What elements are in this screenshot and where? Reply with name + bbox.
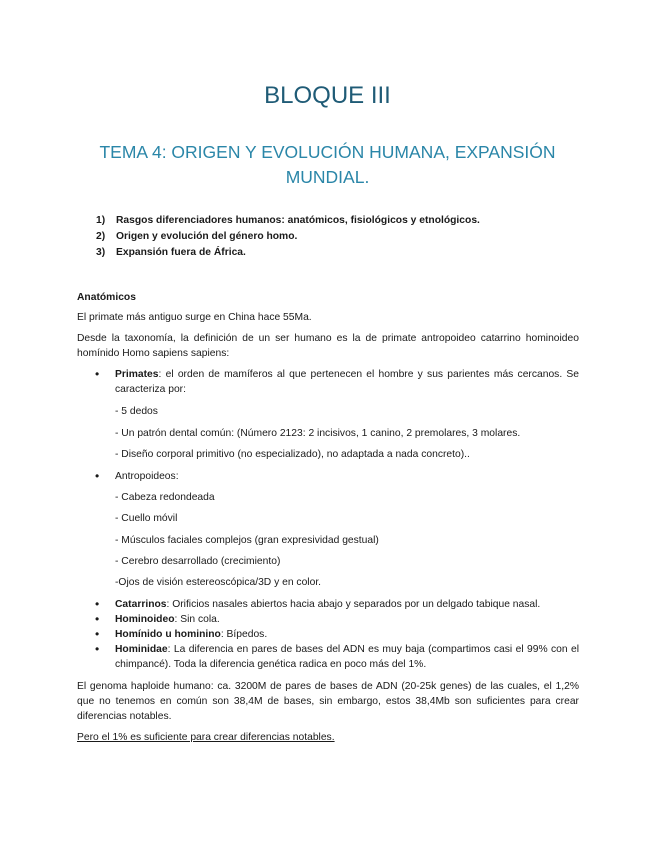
- index-number: 3): [96, 247, 106, 258]
- hominidae-term: Hominidae: [115, 644, 168, 655]
- hominoideo-item: [115, 612, 579, 627]
- primates-desc: : el orden de mamíferos al que pertenecen el hombre y sus parientes más cercanos. Se caracteriza por:: [115, 369, 579, 395]
- paragraph-taxonomy: Desde la taxonomía, la definición de un ser humano es la de primate antropoideo catarrino hominoideo homínido Homo sapiens sapiens:: [77, 333, 579, 359]
- antropoideos-trait: - Músculos faciales complejos (gran expresividad gestual): [115, 535, 379, 546]
- antropoideos-trait: - Cerebro desarrollado (crecimiento): [115, 556, 281, 567]
- antropoideos-trait: -Ojos de visión estereoscópica/3D y en color.: [115, 577, 322, 588]
- bullet-icon: •: [95, 642, 100, 656]
- index-text: Expansión fuera de África.: [116, 247, 246, 258]
- hominoideo-term: Hominoideo: [115, 614, 175, 625]
- paragraph-genome: El genoma haploide humano: ca. 3200M de pares de bases de ADN (20-25k genes) de las cuales, el 1,2% que no tenemos en común son 38,4M de bases, sin embargo, estos 38,4Mb son suficientes para crear diferencias notables.: [77, 681, 579, 722]
- bullet-icon: •: [95, 367, 100, 381]
- index-item: [96, 229, 480, 245]
- antropoideos-trait: - Cabeza redondeada: [115, 492, 215, 503]
- antropoideos-term: Antropoideos: [115, 471, 176, 482]
- antropoideos-item: [115, 469, 579, 484]
- hominido-item: [115, 627, 579, 642]
- primates-trait: - Diseño corporal primitivo (no especializado), no adaptada a nada concreto)..: [115, 449, 470, 460]
- catarrinos-item: [115, 597, 579, 612]
- hominoideo-desc: : Sin cola.: [174, 614, 220, 625]
- section-heading: Anatómicos: [77, 292, 136, 303]
- topic-index-list: [96, 213, 480, 261]
- hominido-desc: : Bípedos.: [220, 629, 268, 640]
- index-number: 1): [96, 215, 106, 226]
- bullet-icon: •: [95, 612, 100, 626]
- paragraph-conclusion: Pero el 1% es suficiente para crear diferencias notables.: [77, 732, 335, 743]
- primates-item: [115, 367, 579, 397]
- catarrinos-term: Catarrinos: [115, 599, 167, 610]
- hominido-term: Homínido u hominino: [115, 629, 221, 640]
- bullet-icon: •: [95, 627, 100, 641]
- catarrinos-desc: : Orificios nasales abiertos hacia abajo y separados por un delgado tabique nasal.: [166, 599, 541, 610]
- index-item: [96, 213, 480, 229]
- antropoideos-trait: - Cuello móvil: [115, 513, 178, 524]
- index-text: Rasgos diferenciadores humanos: anatómicos, fisiológicos y etnológicos.: [116, 215, 480, 226]
- index-item: [96, 245, 480, 261]
- index-number: 2): [96, 231, 106, 242]
- primates-trait: - 5 dedos: [115, 406, 158, 417]
- bullet-icon: •: [95, 469, 100, 483]
- bullet-icon: •: [95, 597, 100, 611]
- bloque-title: BLOQUE III: [264, 82, 391, 109]
- primates-term: Primates: [115, 369, 159, 380]
- paragraph-oldest-primate: El primate más antiguo surge en China hace 55Ma.: [77, 312, 312, 323]
- index-text: Origen y evolución del género homo.: [116, 231, 298, 242]
- antropoideos-desc: :: [175, 471, 179, 482]
- hominidae-item: [115, 642, 579, 672]
- hominidae-desc: : La diferencia en pares de bases del ADN es muy baja (compartimos casi el 99% con el chimpancé). Toda la diferencia genética radica en poco más del 1%.: [115, 644, 579, 670]
- tema-title: TEMA 4: ORIGEN Y EVOLUCIÓN HUMANA, EXPANSIÓN MUNDIAL.: [99, 142, 556, 187]
- primates-trait: - Un patrón dental común: (Número 2123: 2 incisivos, 1 canino, 2 premolares, 3 molares.: [115, 428, 521, 439]
